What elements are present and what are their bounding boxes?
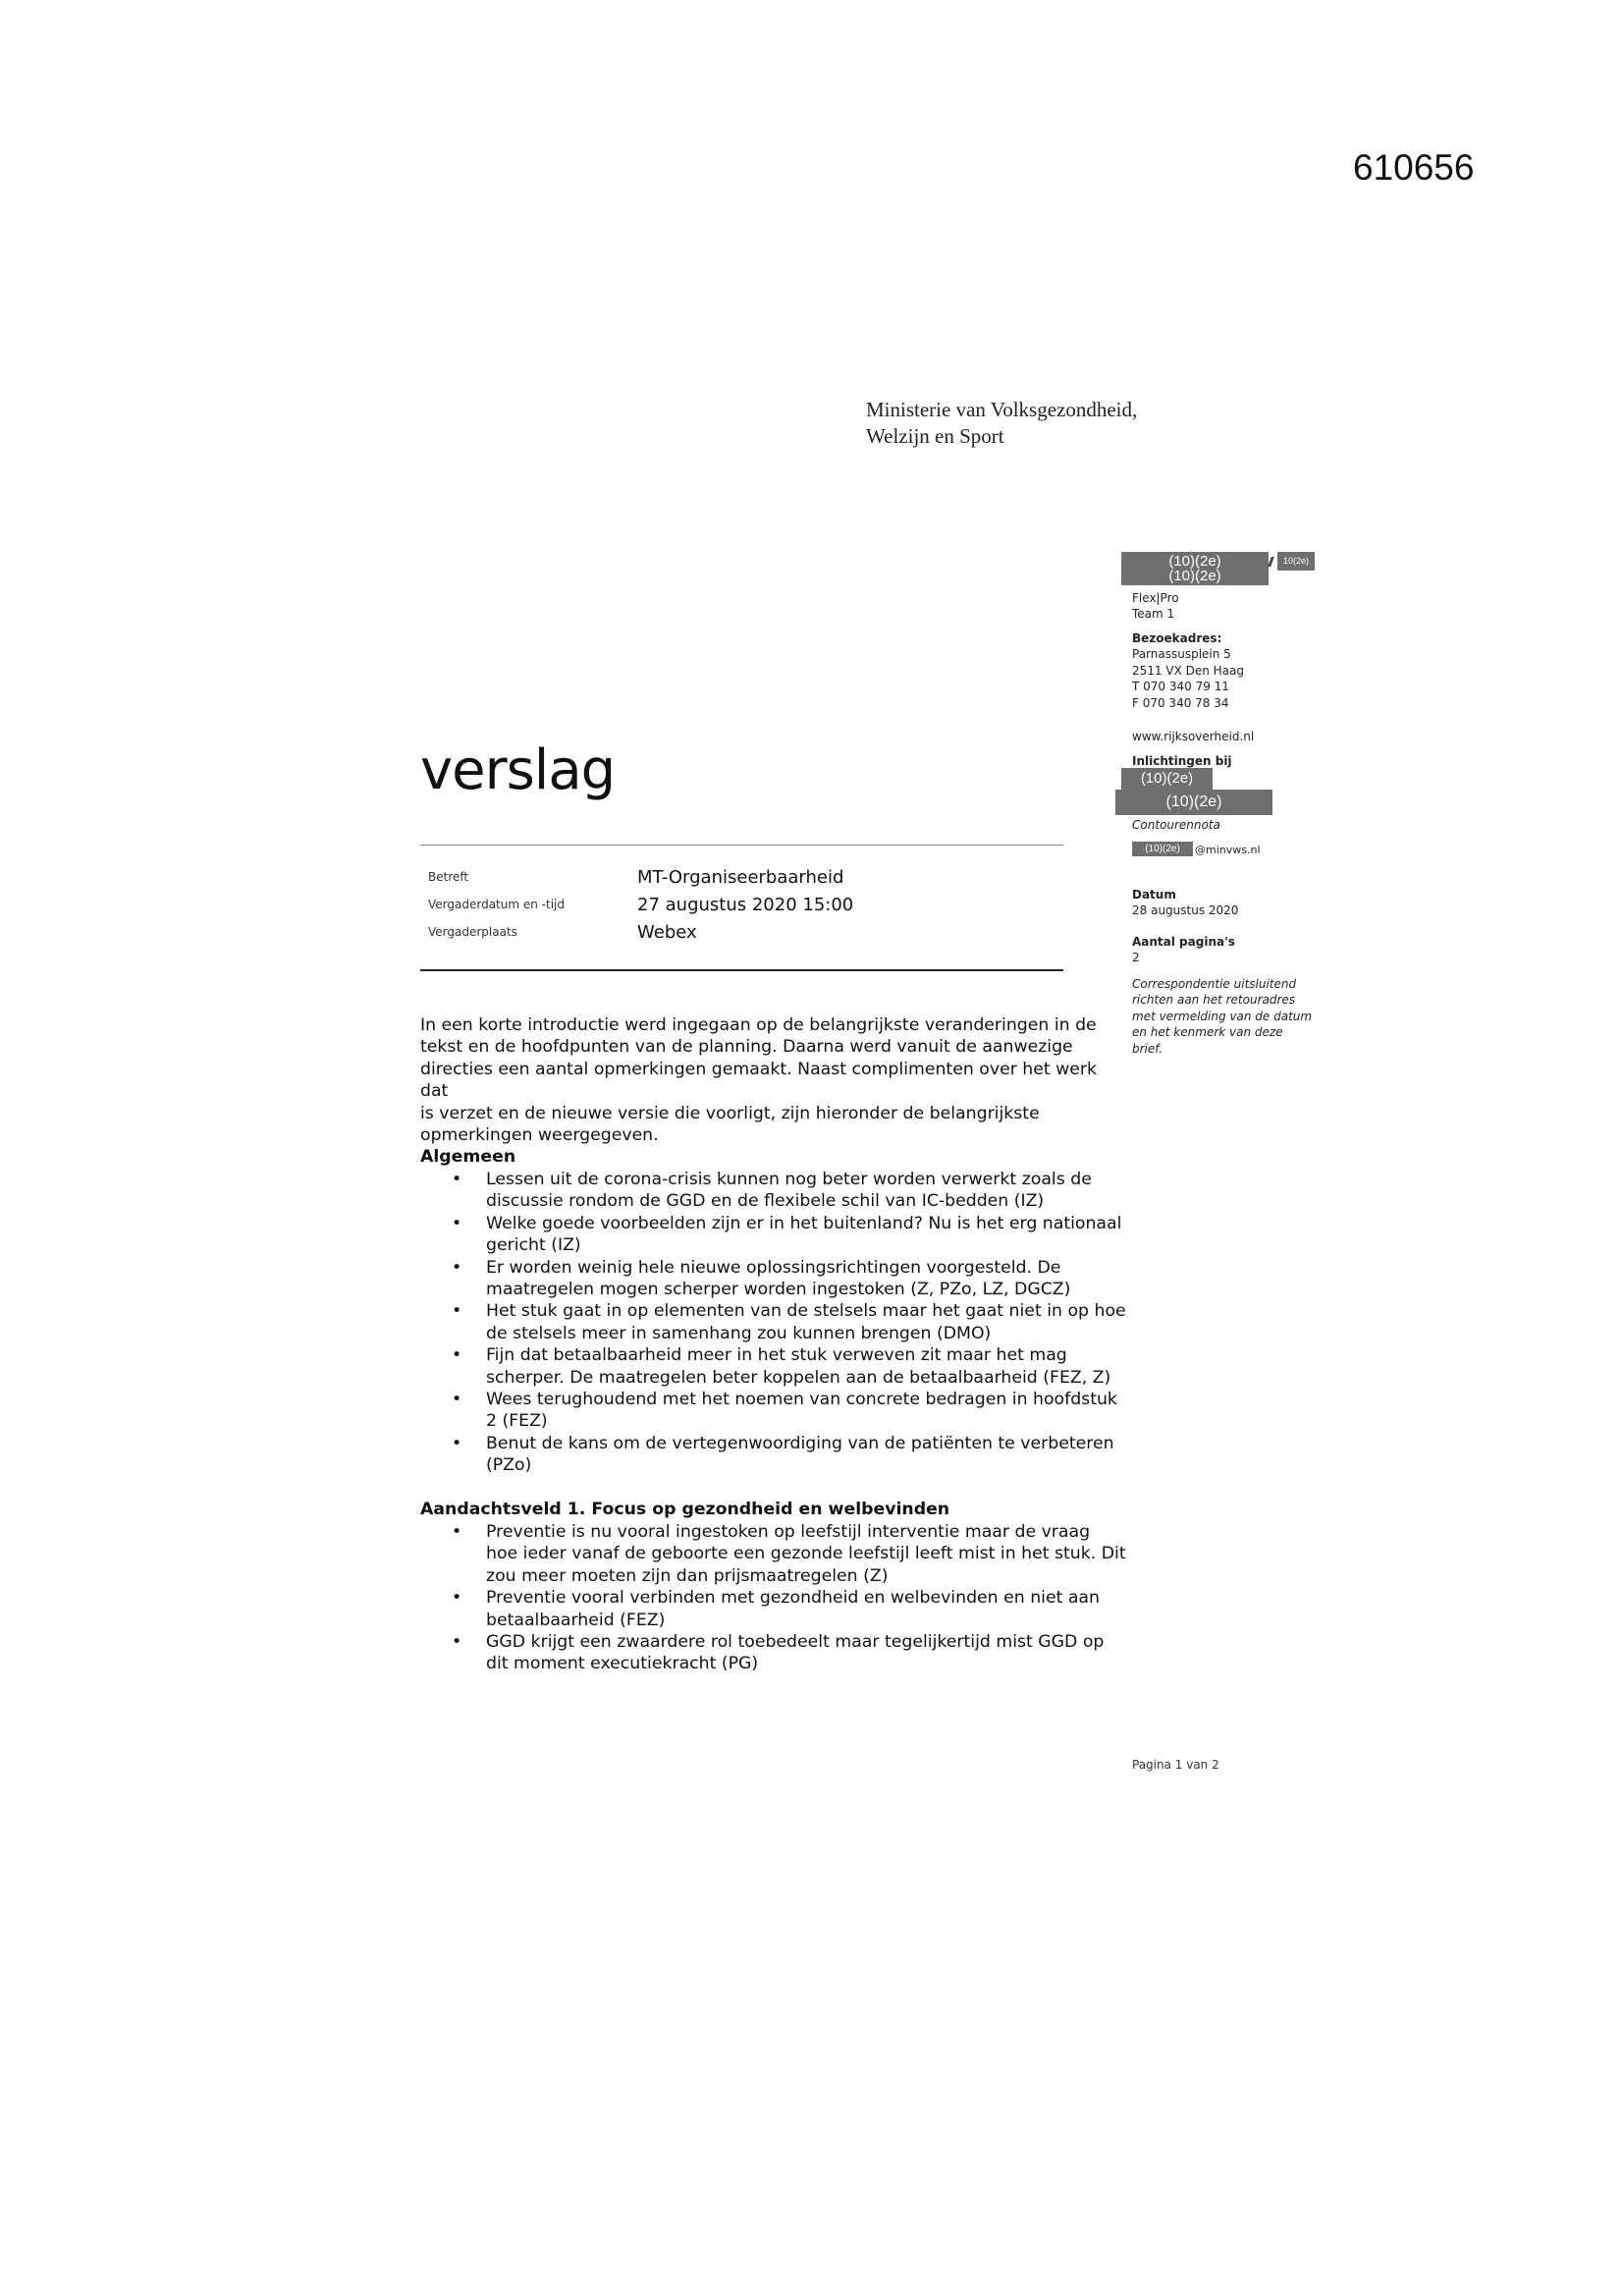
list-item: • Welke goede voorbeelden zijn er in het buitenland? Nu is het erg nationaal gericht (IZ): [452, 1213, 1129, 1257]
unit-line: Flex|Pro: [1132, 591, 1179, 605]
list-item: • Fijn dat betaalbaarheid meer in het stuk verweven zit maar het mag scherper. De maatregelen beter koppelen aan de betaalbaarheid (FEZ, Z): [452, 1344, 1129, 1389]
correspondence-line: Correspondentie uitsluitend: [1132, 977, 1297, 991]
list-item: • Benut de kans om de vertegenwoordiging van de patiënten te verbeteren (PZo): [452, 1433, 1129, 1477]
address-line: Parnassusplein 5: [1132, 647, 1231, 662]
meta-label-location: Vergaderplaats: [428, 925, 517, 939]
meta-value-location: Webex: [637, 922, 697, 943]
bullet-list-general: [452, 1169, 1129, 1477]
ministry-line-1: Ministerie van Volksgezondheid,: [866, 398, 1138, 421]
meta-value-subject: MT-Organiseerbaarheid: [637, 867, 844, 888]
correspondence-line: brief.: [1132, 1041, 1163, 1056]
list-item: • Wees terughoudend met het noemen van concrete bedragen in hoofdstuk 2 (FEZ): [452, 1389, 1129, 1433]
correspondence-line: richten aan het retouradres: [1132, 993, 1296, 1008]
meta-label-subject: Betreft: [428, 870, 469, 884]
list-item: • GGD krijgt een zwaardere rol toebedeelt maar tegelijkertijd mist GGD op dit moment executiekracht (PG): [452, 1631, 1129, 1675]
list-item: • Lessen uit de corona-crisis kunnen nog beter worden verwerkt zoals de discussie rondom de GGD en de flexibele schil van IC-bedden (IZ): [452, 1169, 1129, 1213]
page-number: Pagina 1 van 2: [1132, 1758, 1219, 1772]
intro-line: In een korte introductie werd ingegaan op de belangrijkste veranderingen in de: [420, 1015, 1097, 1035]
document-type-title: verslag: [420, 738, 616, 802]
date-heading: Datum: [1132, 888, 1176, 902]
divider-top: [420, 845, 1063, 846]
pages-value: 2: [1132, 951, 1140, 965]
meta-label-datetime: Vergaderdatum en -tijd: [428, 898, 565, 911]
fax-line: F 070 340 78 34: [1132, 695, 1229, 710]
info-heading: Inlichtingen bij: [1132, 754, 1232, 768]
ministry-logo-text: [866, 397, 1137, 450]
correspondence-line: en het kenmerk van deze: [1132, 1025, 1283, 1040]
list-item: • Er worden weinig hele nieuwe oplossingsrichtingen voorgesteld. De maatregelen mogen scherper worden ingestoken (Z, PZo, LZ, DGCZ): [452, 1257, 1129, 1301]
intro-line: directies een aantal opmerkingen gemaakt. Naast complimenten over het werk dat: [420, 1059, 1098, 1102]
redaction-label: (10)(2e): [1168, 568, 1221, 584]
redaction-block-info-2: (10)(2e): [1115, 790, 1272, 815]
bullet-list-focus: [452, 1521, 1129, 1675]
redaction-block-sender: [1121, 552, 1269, 585]
correspondence-line: met vermelding van de datum: [1132, 1009, 1313, 1023]
correspondence-note: [1132, 976, 1312, 1057]
list-item: • Preventie is nu vooral ingestoken op leefstijl interventie maar de vraag hoe ieder vanaf de geboorte een gezonde leefstijl leeft mist in het stuk. Dit zou meer moeten zijn dan prijsmaatregelen (Z): [452, 1521, 1129, 1587]
unit-line: Team 1: [1132, 607, 1175, 622]
email-suffix: @minvws.nl: [1195, 844, 1261, 856]
visit-heading: Bezoekadres:: [1132, 631, 1222, 645]
redaction-block-email: (10)(2e): [1132, 842, 1193, 856]
phone-line: T 070 340 79 11: [1132, 680, 1229, 694]
contact-role: Contourennota: [1132, 818, 1220, 832]
unit-block: [1132, 590, 1179, 623]
document-number: 610656: [1353, 147, 1475, 188]
divider-bottom: [420, 969, 1063, 971]
intro-line: opmerkingen weergegeven.: [420, 1125, 659, 1146]
redaction-block-info-1: (10)(2e): [1121, 768, 1213, 790]
meta-value-datetime: 27 augustus 2020 15:00: [637, 895, 854, 915]
redaction-label: (10)(2e): [1168, 553, 1221, 570]
section-heading-general: Algemeen: [420, 1147, 516, 1167]
pages-block: [1132, 934, 1235, 966]
pages-heading: Aantal pagina's: [1132, 935, 1235, 949]
address-line: 2511 VX Den Haag: [1132, 663, 1244, 678]
redaction-block-small: 10(2e): [1277, 552, 1315, 571]
visit-address-block: [1132, 630, 1244, 711]
list-item: • Preventie vooral verbinden met gezondheid en welbevinden en niet aan betaalbaarheid (FEZ): [452, 1587, 1129, 1631]
redaction-mark: [1268, 557, 1274, 567]
ministry-line-2: Welzijn en Sport: [866, 424, 1004, 448]
date-block: [1132, 887, 1238, 919]
intro-line: is verzet en de nieuwe versie die voorligt, zijn hieronder de belangrijkste: [420, 1103, 1040, 1123]
section-heading-focus: Aandachtsveld 1. Focus op gezondheid en welbevinden: [420, 1500, 950, 1519]
intro-paragraph: [420, 1014, 1122, 1146]
date-value: 28 augustus 2020: [1132, 903, 1239, 918]
intro-line: tekst en de hoofdpunten van de planning. Daarna werd vanuit de aanwezige: [420, 1037, 1073, 1058]
website-link[interactable]: www.rijksoverheid.nl: [1132, 730, 1255, 743]
list-item: • Het stuk gaat in op elementen van de stelsels maar het gaat niet in op hoe de stelsels meer in samenhang zou kunnen brengen (DMO): [452, 1300, 1129, 1344]
